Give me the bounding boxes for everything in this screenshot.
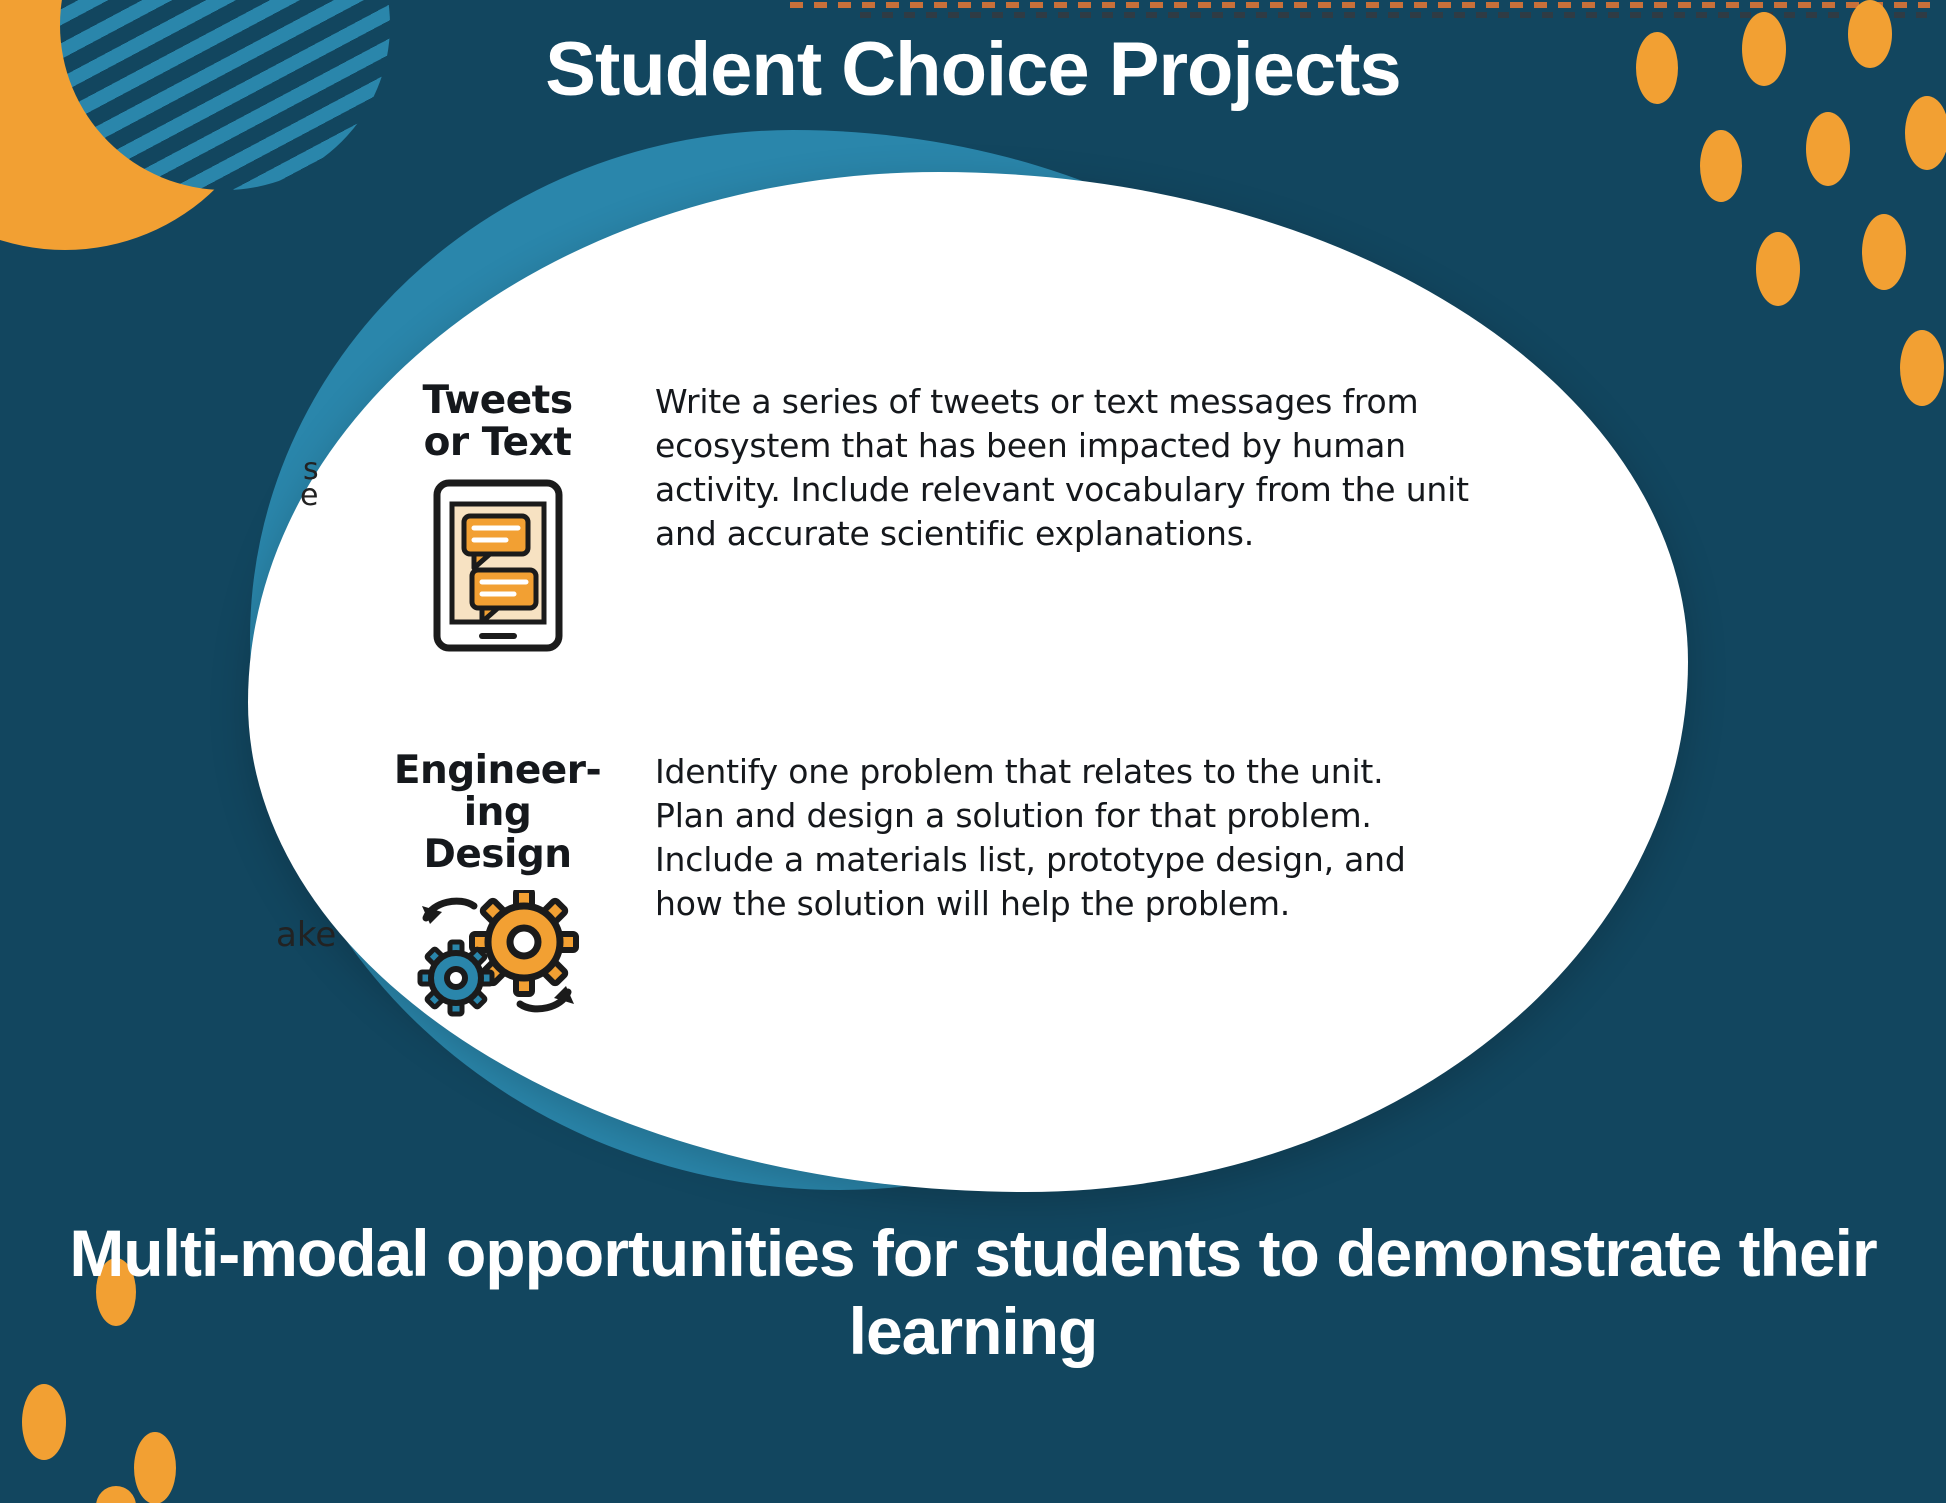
description-line: Write a series of tweets or text messages from [655, 382, 1419, 421]
label-line: ing [463, 790, 532, 836]
project-option-label [380, 750, 615, 1020]
page-title: Student Choice Projects [545, 27, 1401, 112]
bottom-caption: Multi-modal opportunities for students to demonstrate their learning [69, 1216, 1877, 1368]
orange-dot [1900, 330, 1944, 406]
label-line: Tweets [422, 378, 573, 423]
top-dashed-rule-orange [790, 2, 1930, 8]
description-line: and accurate scientific explanations. [655, 513, 1254, 553]
project-option-label [380, 380, 615, 653]
smartphone-chat-icon [380, 478, 615, 653]
description-line: Include a materials list, prototype design, and [655, 839, 1406, 879]
content-card [248, 172, 1688, 1192]
description-line: activity. Include relevant vocabulary from the unit [655, 469, 1469, 509]
label-line: or Text [423, 420, 572, 466]
gears-icon [380, 890, 615, 1020]
project-option-row [380, 378, 1469, 653]
description-line: Identify one problem that relates to the unit. [655, 752, 1384, 791]
label-line: Design [423, 832, 572, 878]
project-option-row [380, 750, 1455, 1020]
project-option-description [655, 380, 1469, 556]
label-line: Engineer- [393, 748, 602, 793]
description-line: ecosystem that has been impacted by human [655, 425, 1406, 465]
ghost-text-fragment: e [300, 478, 319, 513]
description-line: Plan and design a solution for that problem. [655, 795, 1372, 835]
ghost-text-fragment: ake [276, 915, 337, 955]
orange-dot [96, 1486, 136, 1503]
orange-dot [1700, 130, 1742, 202]
orange-dot [1756, 232, 1800, 306]
ghost-text-fragment: s [303, 452, 319, 487]
orange-dot [1862, 214, 1906, 290]
project-option-description [655, 750, 1455, 926]
orange-dot [1806, 112, 1850, 186]
orange-dot [134, 1432, 176, 1503]
description-line: how the solution will help the problem. [655, 883, 1291, 923]
orange-dot [22, 1384, 66, 1460]
